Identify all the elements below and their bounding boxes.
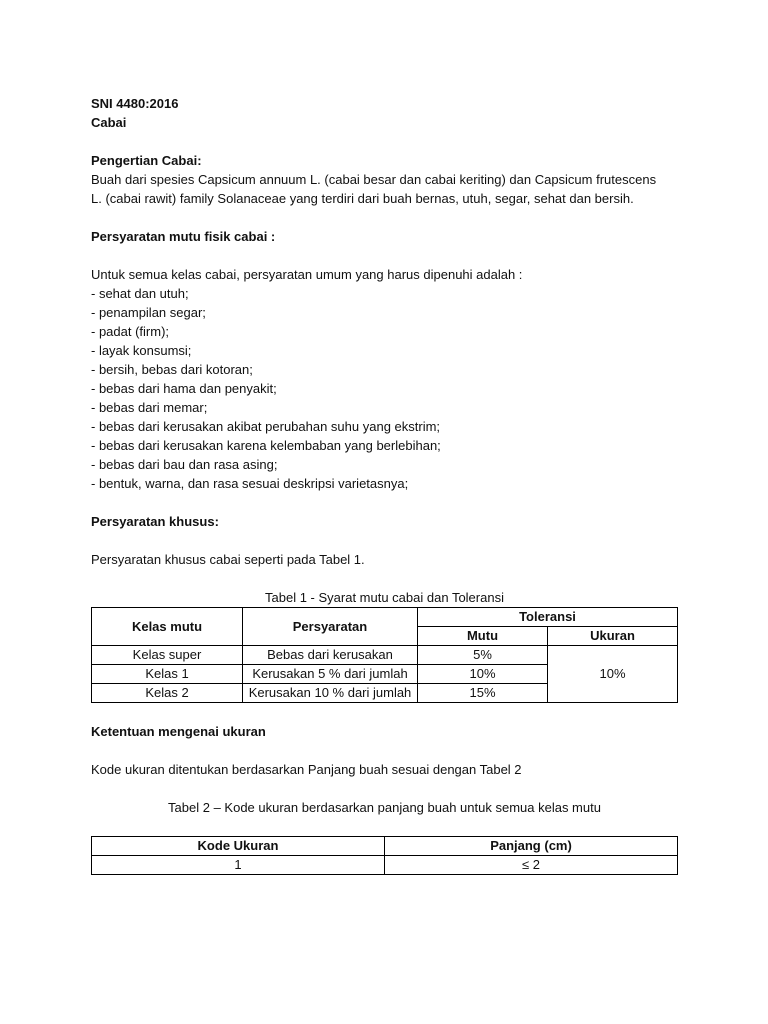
list-item: - bebas dari kerusakan akibat perubahan suhu yang ekstrim; [91,419,441,434]
header-ukuran: Ukuran [548,627,678,646]
special-text: Persyaratan khusus cabai seperti pada Tabel 1. [91,552,365,567]
definition-heading: Pengertian Cabai: [91,153,202,168]
definition-line-2: L. (cabai rawit) family Solanaceae yang terdiri dari buah bernas, utuh, segar, sehat dan bersih. [91,191,634,206]
cell-syarat: Bebas dari kerusakan [243,646,418,665]
general-requirements-list [91,284,691,493]
cell-mutu: 10% [418,665,548,684]
list-item: - layak konsumsi; [91,343,192,358]
cell-mutu: 15% [418,684,548,703]
cell-syarat: Kerusakan 10 % dari jumlah [243,684,418,703]
header-kode: Kode Ukuran [92,837,385,856]
document-page [91,94,691,875]
list-item: - bebas dari hama dan penyakit; [91,381,277,396]
header-panjang: Panjang (cm) [385,837,678,856]
standard-code: SNI 4480:2016 [91,96,179,111]
doc-title: Cabai [91,115,127,130]
size-heading: Ketentuan mengenai ukuran [91,724,266,739]
table-row [92,856,678,875]
list-item: - sehat dan utuh; [91,286,189,301]
list-item: - bebas dari bau dan rasa asing; [91,457,278,472]
quality-table [91,607,678,703]
list-item: - penampilan segar; [91,305,206,320]
cell-mutu: 5% [418,646,548,665]
header-mutu: Mutu [418,627,548,646]
cell-kelas: Kelas 1 [92,665,243,684]
header-kelas: Kelas mutu [92,608,243,646]
table-row [92,646,678,665]
general-intro: Untuk semua kelas cabai, persyaratan umum yang harus dipenuhi adalah : [91,267,523,282]
list-item: - bentuk, warna, dan rasa sesuai deskripsi varietasnya; [91,476,409,491]
special-heading: Persyaratan khusus: [91,514,219,529]
table1-caption: Tabel 1 - Syarat mutu cabai dan Toleransi [265,590,504,605]
cell-kelas: Kelas 2 [92,684,243,703]
cell-kelas: Kelas super [92,646,243,665]
definition-line-1: Buah dari spesies Capsicum annuum L. (cabai besar dan cabai keriting) dan Capsicum frutescens [91,172,657,187]
table2-caption: Tabel 2 – Kode ukuran berdasarkan panjang buah untuk semua kelas mutu [168,800,601,815]
cell-panjang: ≤ 2 [385,856,678,875]
cell-ukuran: 10% [548,646,678,703]
size-text: Kode ukuran ditentukan berdasarkan Panjang buah sesuai dengan Tabel 2 [91,762,522,777]
physical-heading: Persyaratan mutu fisik cabai : [91,229,276,244]
list-item: - padat (firm); [91,324,170,339]
cell-syarat: Kerusakan 5 % dari jumlah [243,665,418,684]
list-item: - bebas dari memar; [91,400,208,415]
cell-kode: 1 [92,856,385,875]
size-code-table [91,836,678,875]
list-item: - bebas dari kerusakan karena kelembaban yang berlebihan; [91,438,441,453]
header-toleransi: Toleransi [418,608,678,627]
list-item: - bersih, bebas dari kotoran; [91,362,253,377]
header-syarat: Persyaratan [243,608,418,646]
